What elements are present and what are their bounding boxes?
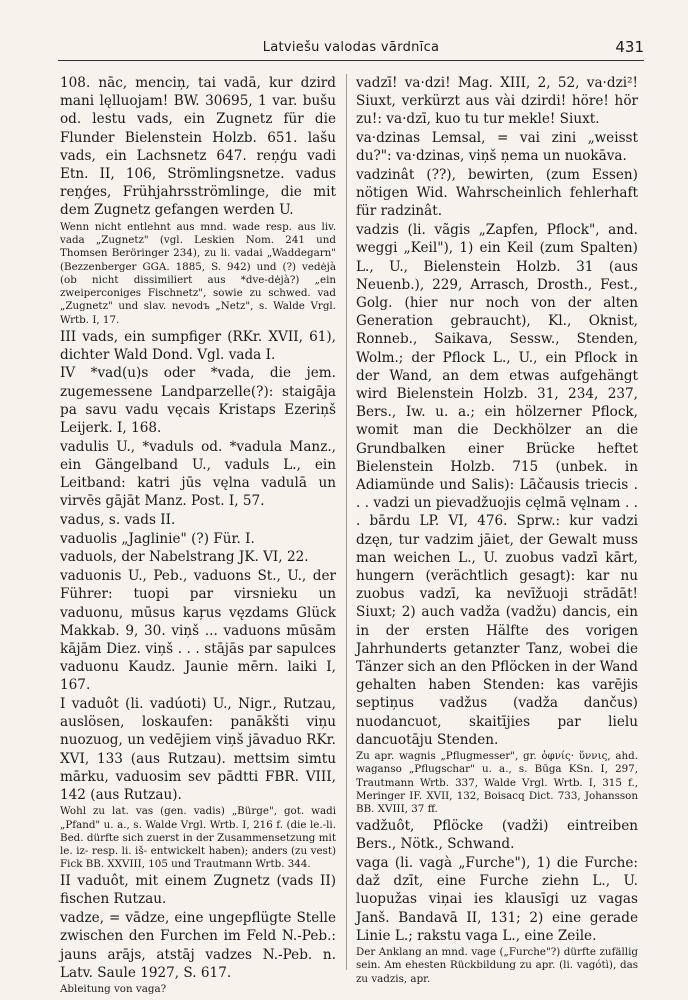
entry-vaduot-ii: II vaduôt, mit einem Zugnetz (vads II) fischen Rutzau. <box>60 873 336 908</box>
entry-vadzinat: vadzinât (??), bewirten, (zum Essen) nötigen Wid. Wahrscheinlich fehlerhaft für radzinât. <box>356 167 638 220</box>
running-title: Latviešu valodas vārdnīca <box>262 40 440 55</box>
etymology-note-vaduot: Wohl zu lat. vas (gen. vadis) „Bürge", got. wadi „Pfand" u. a., s. Walde Vrgl. Wrtb. I, 216 f. (die le.-li. Bed. dürfte sich zuerst in der Zusammensetzung mit le. iz- resp. li. iš- entwickelt haben); anders (zu vest) Fick BB. XXVIII, 105 und Trautmann Wrtb. 344. <box>60 805 336 871</box>
page-number: 431 <box>615 38 644 56</box>
entry-vads-examples: 108. nāc, menciņ, tai vadā, kur dzird mani lęlluojam! BW. 30695, 1 var. bušu od. lestu vads, ein Zugnetz für die Flunder Bielenstein Holzb. 651. lašu vads, ein Lachsnetz 647. reņģu vadi Etn. II, 106, Strömlingsnetze. vadus reņģes, Frühjahrsströmlinge, die mit dem Zugnetz gefangen werden U. <box>60 75 336 219</box>
entry-vadzi: vadzī! va·dzi! Mag. XIII, 2, 52, va·dzi²! Siuxt, verkürzt aus vài dzirdi! höre! hör zu!: va·dzī, kuo tu tur mekle! Siuxt. <box>356 75 638 128</box>
entry-vadus: vadus, s. vads II. <box>60 512 176 529</box>
etymology-note-vadze: Ableitung von vaga? <box>60 982 167 995</box>
etymology-note-vads: Wenn nicht entlehnt aus mnd. wade resp. aus liv. vada „Zugnetz" (vgl. Leskien Nom. 241 und Thomsen Beröringer 234), zu li. vadai „Waddegarn" (Bezzenberger GGA. 1885, S. 942) und (?) vedėjà (ob nicht dissimiliert aus *dve-dėjà?) „ein zweiperсoniges Fischnetz", sowie zu schwed. vad „Zugnetz" und slav. nevodъ „Netz", s. Walde Vrgl. Wrtb. I, 17. <box>60 220 336 326</box>
entry-vads-iii: III vads, ein sumpfiger (RKr. XVII, 61), dichter Wald Dond. Vgl. vada I. <box>60 328 336 363</box>
etymology-note-vaga: Der Anklang an mnd. vage („Furche"?) dürfte zufällig sein. Am ehesten Rückbildung zu apr. (li. vagótì), das zu vadzis, apr. <box>356 945 638 985</box>
left-column <box>60 74 336 995</box>
entry-vadzis: vadzis (li. vãgis „Zapfen, Pflock", and. weggi „Keil"), 1) ein Keil (zum Spalten) L., U., Bielenstein Holzb. 31 (aus Neuenb.), 229, Arrasch, Drosth., Fest., Golg. (hier nur noch von der alten Generation gebraucht), Kl., Oknist, Ronneb., Saikava, Sessw., Stenden, Wolm.; der Pflock L., U., ein Pflock in der Wand, an dem etwas aufgehängt wird Bielenstein Holzb. 31, 234, 237, Bers., Iw. u. a.; ein hölzerner Pflock, womit man die Deckhölzer an die Grundbalken einer Brücke heftet Bielenstein Holzb. 715 (unbek. in Adiamünde und Salis): Lāčausis triecis . . . vadzi un pievadžuojis cęlmā vęlnam . . . bārdu LP. VI, 476. Sprw.: kur vadzi dzęn, tur vadzim jāiet, der Gewalt muss man weichen L., U. zuobus vadzī kārt, hungern (verächtlich gesagt): kar nu zuobus vadzī, ka nevīžuoji strādāt! Siuxt; 2) auch vadža (vadžu) dancis, ein in der ersten Hälfte des vorigen Jahrhunderts getanzter Tanz, wobei die Tänzer sich an den Pflöcken in der Wand gehalten haben Stenden: kas varējis septiņus vadžus (vadža dančus) nuodancuot, skaitījies par lielu dancuotāju Stenden. <box>356 222 638 748</box>
entry-vaduolis: vaduolis „Jaglinie" (?) Für. I. <box>60 530 255 547</box>
page-header <box>58 36 644 61</box>
entry-vaduols: vaduols, der Nabelstrang JK. VI, 22. <box>60 549 309 566</box>
right-column <box>356 74 638 986</box>
entry-vaduonis: vaduonis U., Peb., vaduons St., U., der Führer: tuopi par virsnieku un vaduonu, mūsus kaŗus vęzdams Glück Makkab. 9, 30. viņš ... vaduons mūsām kājām Diez. viņš . . . stājās par sapulces vaduonu Kaudz. Jaunie mērn. laiki I, 167. <box>60 568 336 694</box>
entry-vaga: vaga (li. vagà „Furche"), 1) die Furche: daž dzīt, eine Furche ziehn L., U. luopužas viņai ies klausīgi uz vagas Janš. Bandavā II, 131; 2) eine gerade Linie L.; rakstu vaga L., eine Zeile. <box>356 854 638 944</box>
entry-vadze: vadze, = vādze, eine ungepflügte Stelle zwischen den Furchen im Feld N.-Peb.: jauns arājs, atstāj vadzes N.-Peb. n. Latv. Saule 1927, S. 617. <box>60 910 336 981</box>
entry-vadulis: vadulis U., *vaduls od. *vadula Manz., ein Gängelband U., vaduls L., ein Leitband: katri jūs vęlna vadulā un virvēs gājāt Manz. Post. I, 57. <box>60 438 336 510</box>
entry-vads-iv: IV *vad(u)s oder *vada, die jem. zugemessene Landparzelle(?): staigāja pa savu vadu vęcais Kristaps Ezeriņš Leijerk. I, 168. <box>60 365 336 437</box>
column-divider <box>346 74 347 970</box>
entry-vadzinas: va·dzinas Lemsal, = vai zini „weisst du?": va·dzinas, viņš ņema un nuokāva. <box>356 130 638 165</box>
entry-vaduot-i: I vaduôt (li. vadúoti) U., Nigr., Rutzau, auslösen, loskaufen: panākšti viņu nuozuog, un vedējiem viņš jāvaduo RKr. XVI, 133 (aus Rutzau). mettsim simtu mārku, vaduosim sev pādtti FBR. VIII, 142 (aus Rutzau). <box>60 696 336 804</box>
entry-vadzuot: vadžuôt, Pflöcke (vadži) eintreiben Bers., Nötk., Schwand. <box>356 818 638 853</box>
etymology-note-vadzis: Zu apr. wagnis „Pflugmesser", gr. ὀφνίς· ὕννις, ahd. waganso „Pflugschar" u. a., s. Būga KSn. I, 297, Trautmann Wrtb. 337, Walde Vrgl. Wrtb. I, 315 f., Meringer IF. XVII, 132, Boisacq Dict. 733, Johansson BB. XVIII, 37 ff. <box>356 750 638 816</box>
